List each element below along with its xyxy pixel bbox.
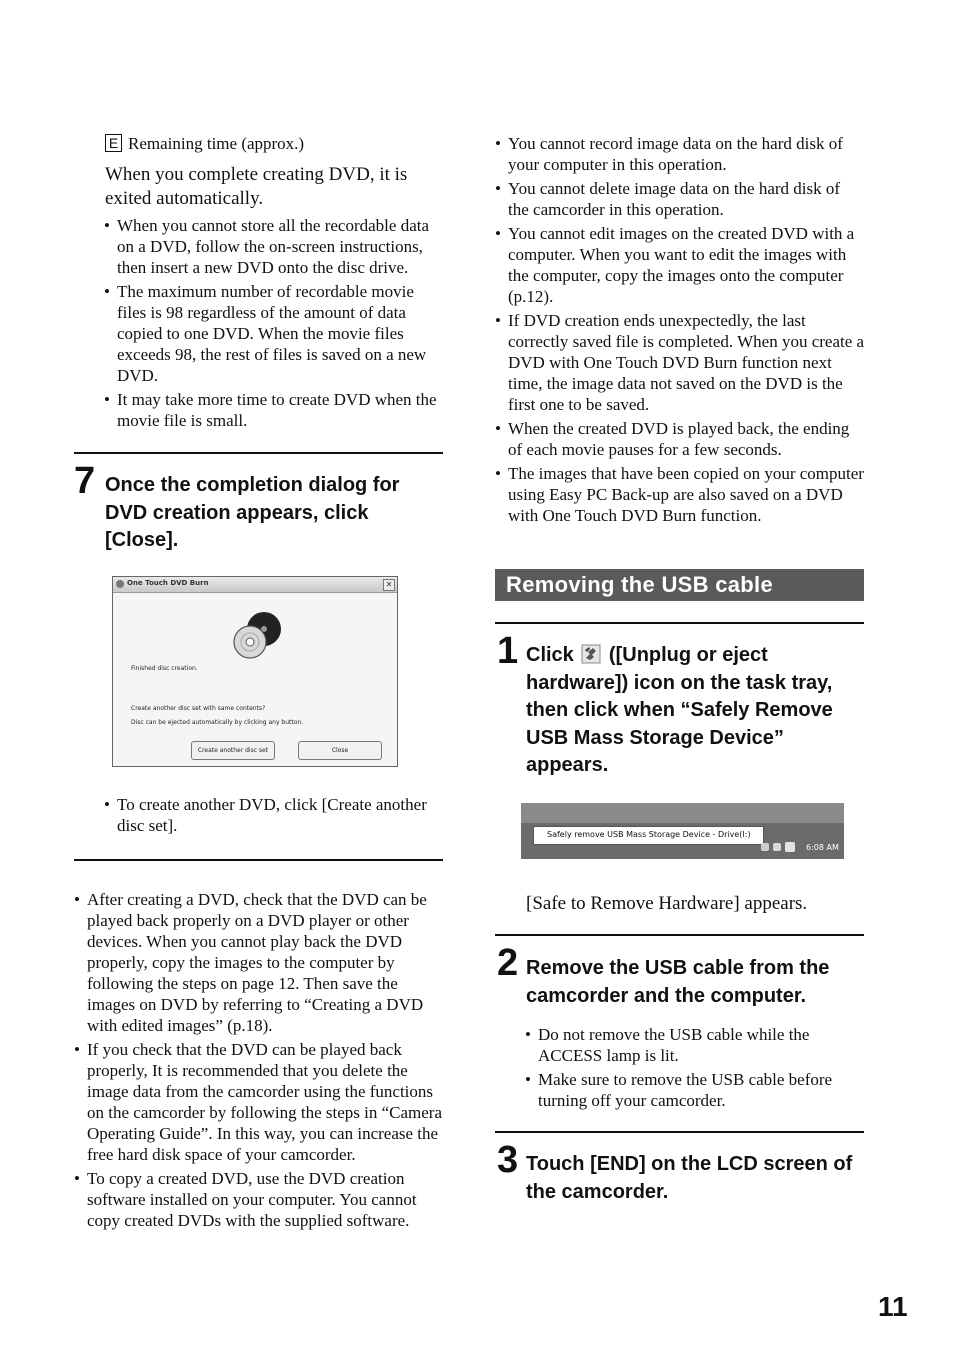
dialog-finished-text: Finished disc creation. — [131, 665, 198, 672]
completion-text: When you complete creating DVD, it is exited automatically. — [105, 164, 408, 209]
popup-text: Safely remove USB Mass Storage Device - Drive(I:) — [547, 830, 751, 839]
dialog-titlebar — [113, 577, 397, 593]
list-item: • Do not remove the USB cable while the ACCESS lamp is lit. — [525, 1024, 863, 1066]
list-item: • You cannot record image data on the hard disk of your computer in this operation. — [495, 133, 865, 175]
step-2-text: Remove the USB cable from the camcorder and the computer. — [526, 957, 830, 1007]
list-item: • If you check that the DVD can be played back properly, It is recommended that you delete the image data from the camcorder using the functions on the camcorder by following the steps in “Camera Operating Guide”. In this way, you can increase the free hard disk space of your camcorder. — [74, 1039, 442, 1165]
step-1-text — [526, 642, 861, 780]
remaining-time-label: Remaining time (approx.) — [128, 134, 305, 153]
divider — [495, 622, 864, 624]
list-item: • Make sure to remove the USB cable before turning off your camcorder. — [525, 1069, 863, 1111]
notes-list — [74, 889, 442, 1234]
section-title: Removing the USB cable — [506, 572, 773, 597]
step-2-bullets — [525, 1024, 863, 1114]
list-item: • It may take more time to create DVD when the movie file is small. — [104, 389, 444, 431]
create-another-button[interactable]: Create another disc set — [191, 741, 275, 760]
disc-icon — [231, 609, 287, 661]
safely-remove-popup[interactable] — [533, 826, 764, 845]
divider — [495, 934, 864, 936]
taskbar-screenshot — [521, 803, 844, 859]
divider — [74, 859, 443, 861]
top-bullets-left — [104, 215, 444, 434]
tray-icon[interactable] — [773, 843, 781, 851]
letter-e-box: E — [105, 134, 122, 152]
close-icon[interactable]: ✕ — [383, 579, 395, 591]
step-1-number: 1 — [497, 630, 519, 672]
close-button[interactable]: Close — [298, 741, 382, 760]
unplug-hardware-icon — [581, 644, 601, 664]
tray-icon[interactable] — [761, 843, 769, 851]
remaining-time-item — [105, 133, 304, 154]
divider — [495, 1131, 864, 1133]
list-item: • The maximum number of recordable movie files is 98 regardless of the amount of data copied to one DVD. When the movie files exceeds 98, the rest of files is saved on a new DVD. — [104, 281, 444, 386]
step-3-text: Touch [END] on the LCD screen of the camcorder. — [526, 1153, 853, 1203]
list-item: • When the created DVD is played back, the ending of each movie pauses for a few seconds. — [495, 418, 865, 460]
list-item: • You cannot delete image data on the hard disk of the camcorder in this operation. — [495, 178, 865, 220]
step-3-number: 3 — [497, 1139, 519, 1181]
list-item: • The images that have been copied on your computer using Easy PC Back-up are also saved on a DVD with One Touch DVD Burn function. — [495, 463, 865, 526]
dialog-question-text: Create another disc set with same contents? — [131, 705, 266, 712]
list-item: • If DVD creation ends unexpectedly, the last correctly saved file is completed. When you create a DVD with One Touch DVD Burn function next time, the image data not saved on the DVD is the first one to be saved. — [495, 310, 865, 415]
step-7-number: 7 — [74, 460, 96, 502]
tray-icon[interactable] — [785, 842, 795, 852]
step-1-click-label: Click — [526, 644, 574, 666]
section-header-bar — [495, 569, 864, 601]
taskbar-top-strip — [521, 803, 844, 823]
dialog-eject-note: Disc can be ejected automatically by clicking any button. — [131, 719, 304, 726]
top-bullets-right — [495, 133, 865, 529]
step-2-number: 2 — [497, 942, 519, 984]
list-item: • To create another DVD, click [Create another disc set]. — [104, 794, 444, 836]
dialog-bullets — [104, 794, 444, 839]
step-7-text: Once the completion dialog for DVD creation appears, click [Close]. — [105, 474, 400, 551]
list-item: • You cannot edit images on the created DVD with a computer. When you want to edit the images with the computer, copy the images onto the computer (p.12). — [495, 223, 865, 307]
page-number: 11 — [878, 1291, 908, 1322]
dialog-title: One Touch DVD Burn — [127, 579, 209, 587]
app-icon — [116, 580, 124, 588]
list-item: • When you cannot store all the recordable data on a DVD, follow the on-screen instructions, then insert a new DVD onto the disc drive. — [104, 215, 444, 278]
list-item: • To copy a created DVD, use the DVD creation software installed on your computer. You cannot copy created DVDs with the supplied software. — [74, 1168, 442, 1231]
list-item: • After creating a DVD, check that the DVD can be played back properly on a DVD player or other devices. When you cannot play back the DVD properly, copy the images to the computer by following the steps on page 12. Then save the images on DVD by referring to “Creating a DVD with edited images” (p.18). — [74, 889, 442, 1036]
taskbar-clock: 6:08 AM — [806, 843, 839, 852]
divider — [74, 452, 443, 454]
completion-dialog — [112, 576, 398, 767]
step-1-text-body: ([Unplug or eject hardware]) icon on the task tray, then click when “Safely Remove USB Mass Storage Device” appears. — [526, 644, 833, 776]
safe-remove-text: [Safe to Remove Hardware] appears. — [526, 893, 808, 914]
